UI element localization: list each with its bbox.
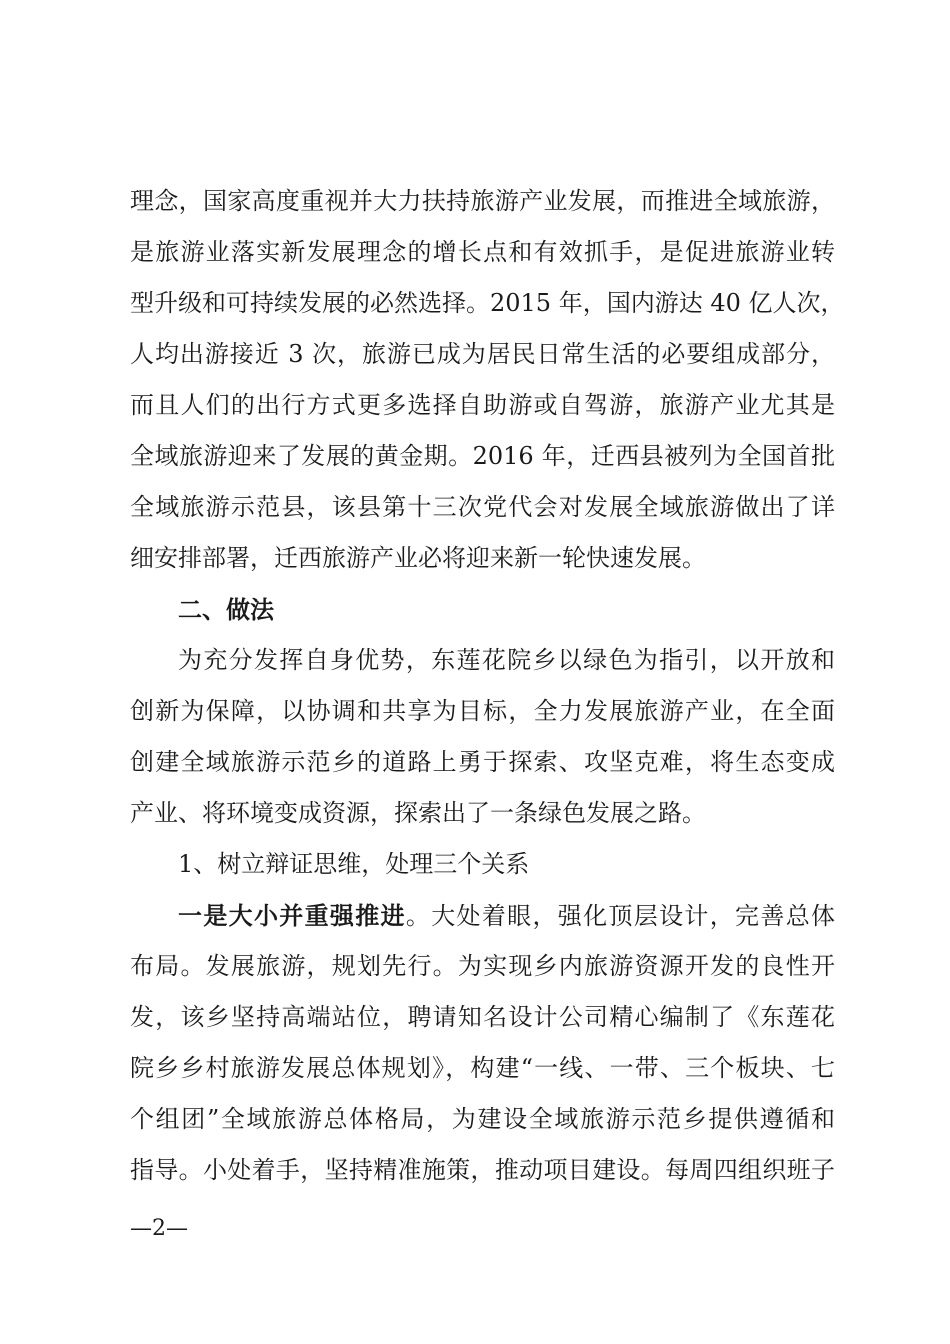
paragraph-line: 细安排部署，迁西旅游产业必将迎来新一轮快速发展。 — [130, 544, 706, 572]
section-heading: 二、做法 — [178, 595, 274, 624]
body-text — [130, 176, 845, 1196]
paragraph-line: 人均出游接近 3 次，旅游已成为居民日常生活的必要组成部分， — [130, 340, 835, 368]
paragraph-line: 全域旅游示范县，该县第十三次党代会对发展全域旅游做出了详 — [130, 493, 835, 521]
paragraph-line: 全域旅游迎来了发展的黄金期。2016 年，迁西县被列为全国首批 — [130, 442, 835, 470]
paragraph-line: 创新为保障，以协调和共享为目标，全力发展旅游产业，在全面 — [130, 697, 835, 725]
paragraph-line: 为充分发挥自身优势，东莲花院乡以绿色为指引，以开放和 — [178, 646, 835, 674]
paragraph-line: 发，该乡坚持高端站位，聘请知名设计公司精心编制了《东莲花 — [130, 1003, 835, 1031]
paragraph-line: 创建全域旅游示范乡的道路上勇于探索、攻坚克难，将生态变成 — [130, 748, 835, 776]
paragraph-line: 个组团”全域旅游总体格局，为建设全域旅游示范乡提供遵循和 — [130, 1105, 835, 1133]
paragraph-line-rest: 。大处着眼，强化顶层设计，完善总体 — [405, 902, 836, 930]
page-number: —2— — [130, 1216, 188, 1241]
bold-lead-phrase: 一是大小并重强推进 — [178, 901, 406, 930]
paragraph-line: 产业、将环境变成资源，探索出了一条绿色发展之路。 — [130, 799, 706, 827]
paragraph-line: 理念，国家高度重视并大力扶持旅游产业发展，而推进全域旅游， — [130, 187, 835, 215]
paragraph-line — [130, 890, 835, 941]
paragraph-line: 院乡乡村旅游发展总体规划》，构建“一线、一带、三个板块、七 — [130, 1054, 835, 1082]
paragraph-line: 而且人们的出行方式更多选择自助游或自驾游，旅游产业尤其是 — [130, 391, 835, 419]
paragraph-line: 型升级和可持续发展的必然选择。2015 年，国内游达 40 亿人次， — [130, 289, 845, 317]
paragraph-line: 是旅游业落实新发展理念的增长点和有效抓手，是促进旅游业转 — [130, 238, 835, 266]
subsection-heading: 1、树立辩证思维，处理三个关系 — [178, 850, 530, 878]
paragraph-line: 指导。小处着手，坚持精准施策，推动项目建设。每周四组织班子 — [130, 1156, 835, 1184]
paragraph-line: 布局。发展旅游，规划先行。为实现乡内旅游资源开发的良性开 — [130, 952, 835, 980]
